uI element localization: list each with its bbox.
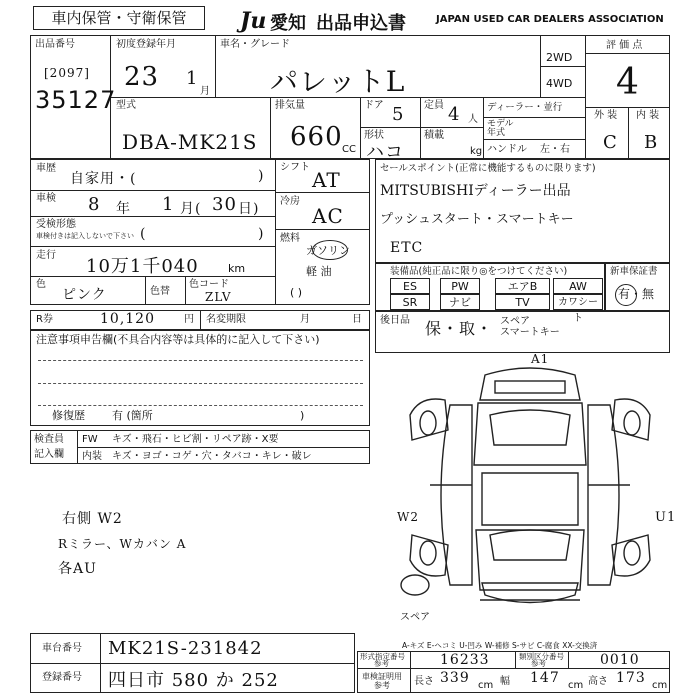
category-number-value: 0010 — [600, 652, 640, 668]
displacement-unit: CC — [342, 144, 356, 155]
width-label: 幅 — [500, 676, 510, 687]
length-value: 339 — [440, 670, 470, 686]
equip-navi: ナビ — [440, 294, 480, 310]
registration-form-label: 受検形態 — [36, 219, 76, 230]
ju-logo: Ju — [240, 8, 267, 34]
registration-form-note: 車検付きは記入しないで下さい — [36, 232, 134, 240]
shift-label: シフト — [280, 162, 310, 173]
ac-label: 冷房 — [280, 196, 300, 207]
chassis-label: 車台番号 — [42, 643, 82, 654]
limit-day-unit: 日 — [352, 314, 362, 325]
mileage-label: 走行 — [36, 250, 56, 261]
equipment-label: 装備品(純正品に限り◎をつけてください) — [390, 266, 568, 277]
inspection-month-unit: 月( — [180, 201, 202, 217]
height-value: 173 — [616, 670, 646, 686]
inspection-day-unit: 日) — [238, 201, 260, 217]
history-label: 車歴 — [36, 163, 56, 174]
fuel-selected-circle — [312, 240, 348, 260]
sales-line-2: プッシュスタート・スマートキー — [380, 212, 574, 227]
after-items-extra: スペア スマートキー — [500, 316, 560, 338]
inspection-month: 1 — [162, 194, 175, 215]
storage-stamp-text: 車内保管・守衛保管 — [51, 9, 187, 27]
car-name-value: パレットL — [270, 65, 406, 98]
handnote-line-3: 各AU — [58, 561, 97, 577]
dealer-parallel-label: ディーラー・並行 — [487, 102, 563, 113]
shape-label: 形状 — [364, 130, 384, 141]
type-number-value: 16233 — [440, 652, 490, 668]
width-unit: cm — [568, 680, 584, 691]
equip-tv: TV — [495, 294, 550, 310]
equip-pw: PW — [440, 278, 480, 294]
after-items-value: 保・取・ — [425, 319, 494, 338]
drive-2wd: 2WD — [546, 51, 573, 64]
shape-value: ハコ — [366, 142, 404, 163]
model-year-label-2: 年式 — [487, 128, 506, 138]
inspector-fw-head: FW — [82, 434, 98, 445]
lot-sub-number: [2097] — [44, 66, 90, 80]
drive-4wd: 4WD — [546, 77, 573, 90]
capacity-value: 4 — [448, 104, 461, 125]
plate-label: 登録番号 — [42, 672, 82, 683]
category-number-ref: 参考 — [531, 659, 546, 668]
name-change-limit-label: 名変期限 — [206, 314, 246, 325]
interior-grade: B — [644, 132, 659, 153]
registration-form-open: ( — [140, 226, 147, 242]
inspection-label: 車検 — [36, 193, 56, 204]
color-label: 色 — [36, 279, 46, 290]
registration-month: 1 — [186, 68, 199, 89]
fuel-diesel: 軽 油 — [306, 265, 332, 278]
recycle-unit: 円 — [184, 314, 194, 325]
capacity-label: 定員 — [424, 100, 444, 111]
handnote-line-1: 右側 W2 — [62, 511, 123, 527]
inspection-day: 30 — [212, 194, 237, 215]
height-unit: cm — [652, 680, 668, 691]
color-change-label: 色替 — [150, 286, 170, 297]
spare-label: スペア — [400, 612, 430, 623]
history-value: 自家用・( — [70, 171, 137, 187]
inspection-year-unit: 年 — [116, 201, 131, 217]
registration-form-close: ) — [258, 226, 265, 242]
history-close: ) — [258, 168, 265, 184]
car-name-label: 車名・グレード — [220, 39, 290, 50]
diagram-label-left: W2 — [397, 510, 419, 524]
capacity-unit: 人 — [468, 114, 478, 125]
model-type-label: 型式 — [116, 100, 136, 111]
color-code-label: 色コード — [189, 279, 229, 290]
handle-label: ハンドル — [487, 144, 527, 155]
chassis-value: MK21S-231842 — [108, 638, 263, 659]
diagram-label-top: A1 — [531, 352, 550, 366]
length-unit: cm — [478, 680, 494, 691]
door-value: 5 — [392, 104, 405, 125]
warranty-value: 有・無 — [618, 287, 655, 301]
inspector-label-1: 検査員 — [34, 434, 64, 445]
repair-history-label: 修復歴 — [52, 409, 85, 422]
warranty-label: 新車保証書 — [610, 266, 658, 277]
height-label: 高さ — [588, 676, 608, 687]
width-value: 147 — [530, 670, 560, 686]
storage-stamp — [33, 6, 205, 30]
inspector-int-items: キズ・ヨゴ・コゲ・穴・タバコ・キレ・破レ — [112, 451, 312, 462]
limit-month-unit: 月 — [300, 314, 310, 325]
repair-history-close: ) — [300, 409, 305, 422]
sales-line-3: ETC — [390, 240, 424, 256]
form-title: 出品申込書 — [316, 13, 406, 34]
length-label: 長さ — [414, 676, 434, 687]
ac-value: AC — [312, 204, 344, 228]
recycle-label: R券 — [36, 314, 53, 325]
inspector-int-head: 内装 — [82, 451, 102, 462]
equip-es: ES — [390, 278, 430, 294]
association-name: JAPAN USED CAR DEALERS ASSOCIATION — [436, 14, 664, 25]
interior-label: 内 装 — [636, 110, 660, 121]
score-value: 4 — [616, 62, 640, 103]
lot-number: 35127 — [35, 86, 117, 114]
door-label: ドア — [364, 100, 384, 111]
car-damage-diagram — [390, 355, 670, 620]
plate-value: 四日市 580 か 252 — [108, 670, 279, 691]
fuel-label: 燃料 — [280, 233, 300, 244]
model-year-label-1: モデル — [487, 119, 514, 129]
diagram-label-right: U1 — [655, 510, 677, 525]
lot-number-label: 出品番号 — [35, 39, 75, 50]
equip-leather-seat: カワシート — [553, 294, 603, 310]
size-ref: 参考 — [374, 681, 390, 690]
inspector-label-2: 記入欄 — [34, 449, 64, 460]
org-name: 愛知 — [270, 13, 306, 34]
exterior-label: 外 装 — [594, 110, 618, 121]
recycle-value: 10,120 — [100, 311, 155, 327]
inspection-year: 8 — [88, 194, 101, 215]
displacement-value: 660 — [290, 122, 343, 152]
registration-year: 23 — [124, 62, 160, 92]
type-number-ref: 参考 — [374, 659, 389, 668]
size-label: 車検証明用 — [362, 672, 402, 681]
sales-point-label: セールスポイント(正常に機能するものに限ります) — [380, 163, 596, 174]
load-unit: kg — [470, 146, 483, 157]
mileage-value: 10万1千040 — [86, 256, 199, 277]
exterior-grade: C — [603, 132, 618, 153]
load-label: 積載 — [424, 130, 444, 141]
displacement-label: 排気量 — [275, 100, 305, 111]
type-number-label: 形式指定番号 — [360, 652, 405, 661]
equip-airbag: エアB — [495, 278, 550, 294]
inspector-fw-items: キズ・飛石・ヒビ割・リペア跡・X要 — [112, 434, 279, 445]
fuel-gasoline: ガソリン — [306, 244, 350, 257]
equip-sr: SR — [390, 294, 430, 310]
shift-value: AT — [312, 168, 341, 192]
notes-label: 注意事項申告欄(不具合内容等は具体的に記入して下さい) — [36, 333, 320, 346]
registration-month-unit: 月 — [200, 86, 210, 97]
color-value: ピンク — [62, 287, 107, 303]
repair-history-value: 有 (箇所 — [112, 409, 153, 422]
equip-aw: AW — [553, 278, 603, 294]
color-code-value: ZLV — [205, 290, 232, 304]
warranty-selected-circle — [615, 284, 637, 306]
fuel-other: ( ) — [290, 286, 303, 299]
first-registration-label: 初度登録年月 — [116, 39, 176, 50]
score-label: 評 価 点 — [606, 40, 643, 51]
mileage-unit: km — [228, 262, 246, 275]
model-type-value: DBA-MK21S — [122, 130, 258, 154]
handle-options: 左・右 — [540, 144, 570, 155]
after-items-label: 後日品 — [380, 315, 410, 326]
handnote-line-2: Rミラー、Wカバン A — [58, 537, 187, 551]
category-number-label: 類別区分番号 — [519, 652, 564, 661]
damage-legend: A-キズ E-ヘコミ U-凹み W-補修 S-サビ C-腐食 XX-交換済 — [402, 641, 598, 650]
sales-line-1: MITSUBISHIディーラー出品 — [380, 183, 571, 199]
